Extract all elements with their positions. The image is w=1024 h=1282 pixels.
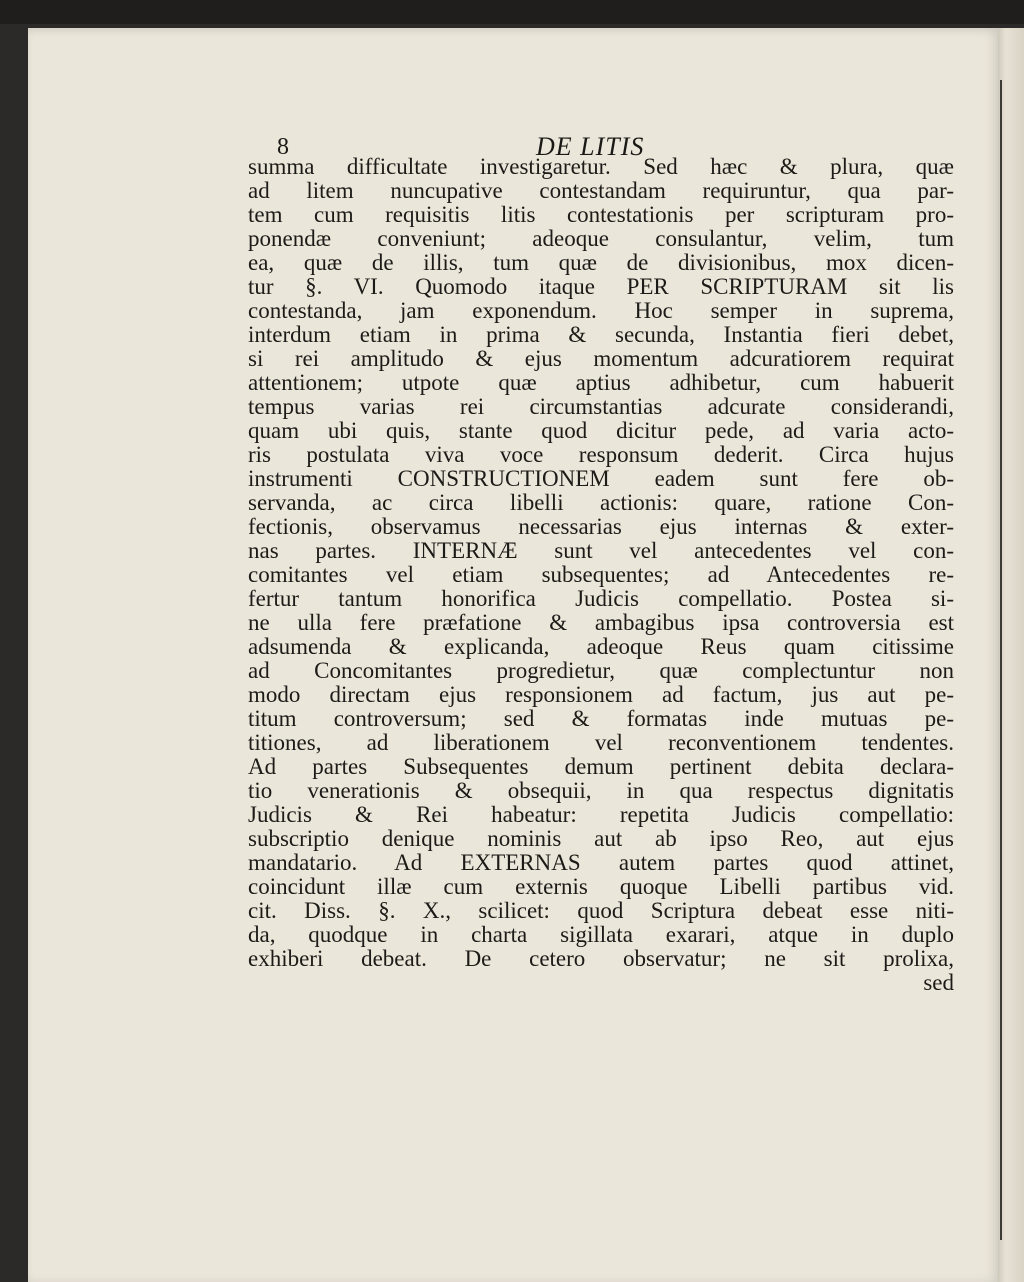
text-line: tio venerationis & obsequii, in qua respectus dignitatis (248, 778, 954, 803)
text-line: Ad partes Subsequentes demum pertinent debita declara- (248, 754, 954, 779)
text-line: cit. Diss. §. X., scilicet: quod Scriptura debeat esse niti- (248, 898, 954, 923)
text-line: quam ubi quis, stante quod dicitur pede, ad varia acto- (248, 418, 954, 443)
text-line: ponendæ conveniunt; adeoque consulantur, velim, tum (248, 226, 954, 251)
text-line: modo directam ejus responsionem ad factum, jus aut pe- (248, 682, 954, 707)
text-line: ad Concomitantes progredietur, quæ complectuntur non (248, 658, 954, 683)
text-line: comitantes vel etiam subsequentes; ad Antecedentes re- (248, 562, 954, 587)
text-line: ea, quæ de illis, tum quæ de divisionibus, mox dicen- (248, 250, 954, 275)
text-line: servanda, ac circa libelli actionis: quare, ratione Con- (248, 490, 954, 515)
text-line: attentionem; utpote quæ aptius adhibetur, cum habuerit (248, 370, 954, 395)
running-title: DE LITIS (536, 132, 645, 161)
text-line: adsumenda & explicanda, adeoque Reus quam citissime (248, 634, 954, 659)
scan-background-top (0, 0, 1024, 24)
text-line: ad litem nuncupative contestandam requiruntur, qua par- (248, 178, 954, 203)
text-line: interdum etiam in prima & secunda, Instantia fieri debet, (248, 322, 954, 347)
text-line: fertur tantum honorifica Judicis compellatio. Postea si- (248, 586, 954, 611)
text-line: fectionis, observamus necessarias ejus internas & exter- (248, 514, 954, 539)
text-line: ris postulata viva voce responsum dederit. Circa hujus (248, 442, 954, 467)
text-line: titum controversum; sed & formatas inde mutuas pe- (248, 706, 954, 731)
text-line: Judicis & Rei habeatur: repetita Judicis compellatio: (248, 802, 954, 827)
text-line: exhiberi debeat. De cetero observatur; ne sit prolixa, (248, 946, 954, 971)
catchword: sed (923, 970, 954, 995)
gutter-edge-line (1000, 80, 1002, 1240)
text-line: nas partes. INTERNÆ sunt vel antecedentes vel con- (248, 538, 954, 563)
text-line: ne ulla fere præfatione & ambagibus ipsa controversia est (248, 610, 954, 635)
page-number: 8 (277, 134, 289, 160)
text-line: tur §. VI. Quomodo itaque PER SCRIPTURAM sit lis (248, 274, 954, 299)
text-line: instrumenti CONSTRUCTIONEM eadem sunt fere ob- (248, 466, 954, 491)
text-line: mandatario. Ad EXTERNAS autem partes quod attinet, (248, 850, 954, 875)
text-line: summa difficultate investigaretur. Sed hæc & plura, quæ (248, 154, 954, 179)
text-line: contestanda, jam exponendum. Hoc semper in suprema, (248, 298, 954, 323)
text-line: si rei amplitudo & ejus momentum adcuratiorem requirat (248, 346, 954, 371)
text-line: titiones, ad liberationem vel reconventionem tendentes. (248, 730, 954, 755)
text-line: coincidunt illæ cum externis quoque Libelli partibus vid. (248, 874, 954, 899)
body-text (248, 155, 954, 995)
text-line: subscriptio denique nominis aut ab ipso Reo, aut ejus (248, 826, 954, 851)
text-line: tem cum requisitis litis contestationis per scripturam pro- (248, 202, 954, 227)
text-line: tempus varias rei circumstantias adcurate considerandi, (248, 394, 954, 419)
text-line: da, quodque in charta sigillata exarari, atque in duplo (248, 922, 954, 947)
